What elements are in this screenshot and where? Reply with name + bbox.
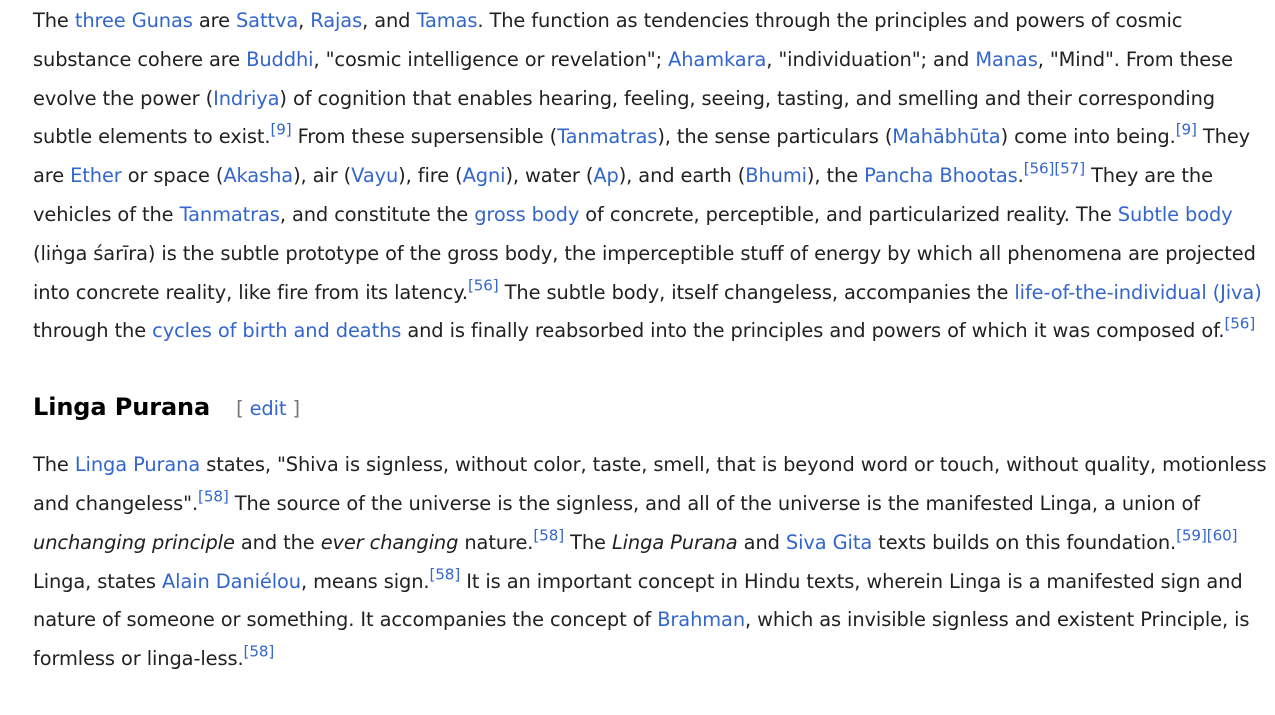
citation-58[interactable]: [58]: [429, 565, 461, 584]
text-run: , which as invisible signless and existent Principle, is formless or linga-less.: [33, 608, 1250, 671]
text-run: nature.: [458, 530, 534, 554]
link-siva-gita[interactable]: Siva Gita: [785, 530, 873, 554]
text-run: , means sign.: [300, 569, 430, 593]
link-sattva[interactable]: Sattva: [235, 9, 299, 32]
link-indriya[interactable]: Indriya: [213, 86, 280, 110]
section-title: Linga Purana: [33, 393, 211, 422]
link-brahman[interactable]: Brahman: [657, 608, 746, 632]
text-run: They are: [33, 125, 1251, 188]
text-run: The: [33, 453, 75, 477]
text-run: ), the: [806, 164, 865, 188]
text-run: , and constitute the: [279, 202, 475, 226]
text-run: are: [192, 9, 236, 32]
text-run: ,: [298, 9, 311, 32]
link-tanmatras[interactable]: Tanmatras: [179, 202, 280, 226]
link-pancha-bhootas[interactable]: Pancha Bhootas: [864, 164, 1018, 188]
link-bhumi[interactable]: Bhumi: [745, 164, 807, 188]
link-tanmatras[interactable]: Tanmatras: [557, 125, 658, 149]
text-run: of concrete, perceptible, and particularized reality. The: [579, 202, 1118, 226]
link-gross-body[interactable]: gross body: [474, 202, 580, 226]
bracket-close: ]: [292, 397, 300, 421]
text-run: , "cosmic intelligence or revelation";: [313, 47, 669, 71]
text-run: ), fire (: [398, 164, 463, 188]
text-run: , and: [362, 9, 417, 32]
link-rajas[interactable]: Rajas: [310, 9, 363, 32]
paragraph-gunas: [33, 2, 1275, 351]
link-agni[interactable]: Agni: [462, 164, 506, 188]
link-mahabhuta[interactable]: Mahābhūta: [892, 125, 1001, 149]
text-run: (liṅga śarīra) is the subtle prototype of the gross body, the imperceptible stuff of energy by which all phenomena are projected into concrete reality, like fire from its latency.: [33, 241, 1256, 304]
link-ether[interactable]: Ether: [70, 164, 122, 188]
citation-9[interactable]: [9]: [1175, 121, 1197, 140]
text-run: ), water (: [505, 164, 594, 188]
link-manas[interactable]: Manas: [975, 47, 1038, 71]
link-buddhi[interactable]: Buddhi: [246, 47, 314, 71]
text-run: and is finally reabsorbed into the principles and powers of which it was composed of.: [401, 319, 1225, 343]
link-jiva[interactable]: life-of-the-individual (Jiva): [1014, 280, 1262, 304]
text-run: It is an important concept in Hindu texts, wherein Linga is a manifested sign and nature of someone or something. It accompanies the concept of: [33, 569, 1243, 632]
text-run: . The function as tendencies through the principles and powers of cosmic substance cohere are: [33, 9, 1183, 71]
text-run: texts builds on this foundation.: [872, 530, 1177, 554]
citation-60[interactable]: [60]: [1206, 526, 1238, 545]
text-run: From these supersensible (: [291, 125, 558, 149]
emphasis-ever-changing: ever changing: [320, 530, 459, 554]
text-run: ) of cognition that enables hearing, feeling, seeing, tasting, and smelling and their corresponding subtle elements to exist.: [33, 86, 1215, 149]
paragraph-linga-purana: [33, 446, 1275, 679]
text-run: and: [737, 530, 786, 554]
link-cycles-of-birth[interactable]: cycles of birth and deaths: [152, 319, 402, 343]
text-run: ) come into being.: [1000, 125, 1176, 149]
text-run: .: [1017, 164, 1024, 188]
citation-56[interactable]: [56]: [467, 276, 499, 295]
emphasis-linga-purana: Linga Purana: [611, 530, 738, 554]
text-run: , "Mind". From these evolve the power (: [33, 47, 1233, 110]
text-run: , "individuation"; and: [766, 47, 976, 71]
citation-59[interactable]: [59]: [1176, 526, 1207, 545]
text-run: Linga, states: [33, 569, 162, 593]
edit-link[interactable]: edit: [249, 397, 287, 421]
link-three-gunas[interactable]: three Gunas: [74, 9, 193, 32]
link-linga-purana[interactable]: Linga Purana: [74, 453, 201, 477]
text-run: The: [33, 9, 75, 32]
text-run: They are the vehicles of the: [33, 164, 1213, 226]
citation-58[interactable]: [58]: [533, 526, 565, 545]
article-body: [33, 2, 1275, 679]
link-subtle-body[interactable]: Subtle body: [1117, 202, 1233, 226]
citation-56[interactable]: [56]: [1023, 159, 1055, 178]
text-run: through the: [33, 319, 153, 343]
text-run: ), the sense particulars (: [657, 125, 893, 149]
text-run: ), and earth (: [618, 164, 746, 188]
text-run: The: [564, 530, 612, 554]
link-vayu[interactable]: Vayu: [351, 164, 399, 188]
bracket-open: [: [236, 397, 244, 421]
section-heading: [33, 382, 1275, 432]
link-akasha[interactable]: Akasha: [223, 164, 294, 188]
edit-section: [236, 390, 300, 429]
citation-58[interactable]: [58]: [243, 642, 275, 661]
link-tamas[interactable]: Tamas: [416, 9, 478, 32]
text-run: states, "Shiva is signless, without color, taste, smell, that is beyond word or touch, without quality, motionless and changeless".: [33, 453, 1267, 515]
text-run: or space (: [121, 164, 224, 188]
link-ahamkara[interactable]: Ahamkara: [668, 47, 767, 71]
text-run: ), air (: [293, 164, 352, 188]
citation-9[interactable]: [9]: [270, 121, 292, 140]
citation-58[interactable]: [58]: [198, 487, 229, 506]
link-alain-danielou[interactable]: Alain Daniélou: [162, 569, 301, 593]
text-run: and the: [234, 530, 321, 554]
text-run: The source of the universe is the signless, and all of the universe is the manifested Linga, a union of: [228, 491, 1200, 515]
citation-57[interactable]: [57]: [1054, 159, 1085, 178]
text-run: The subtle body, itself changeless, accompanies the: [498, 280, 1015, 304]
citation-56[interactable]: [56]: [1224, 315, 1256, 334]
link-ap[interactable]: Ap: [593, 164, 619, 188]
emphasis-unchanging-principle: unchanging principle: [33, 530, 235, 554]
